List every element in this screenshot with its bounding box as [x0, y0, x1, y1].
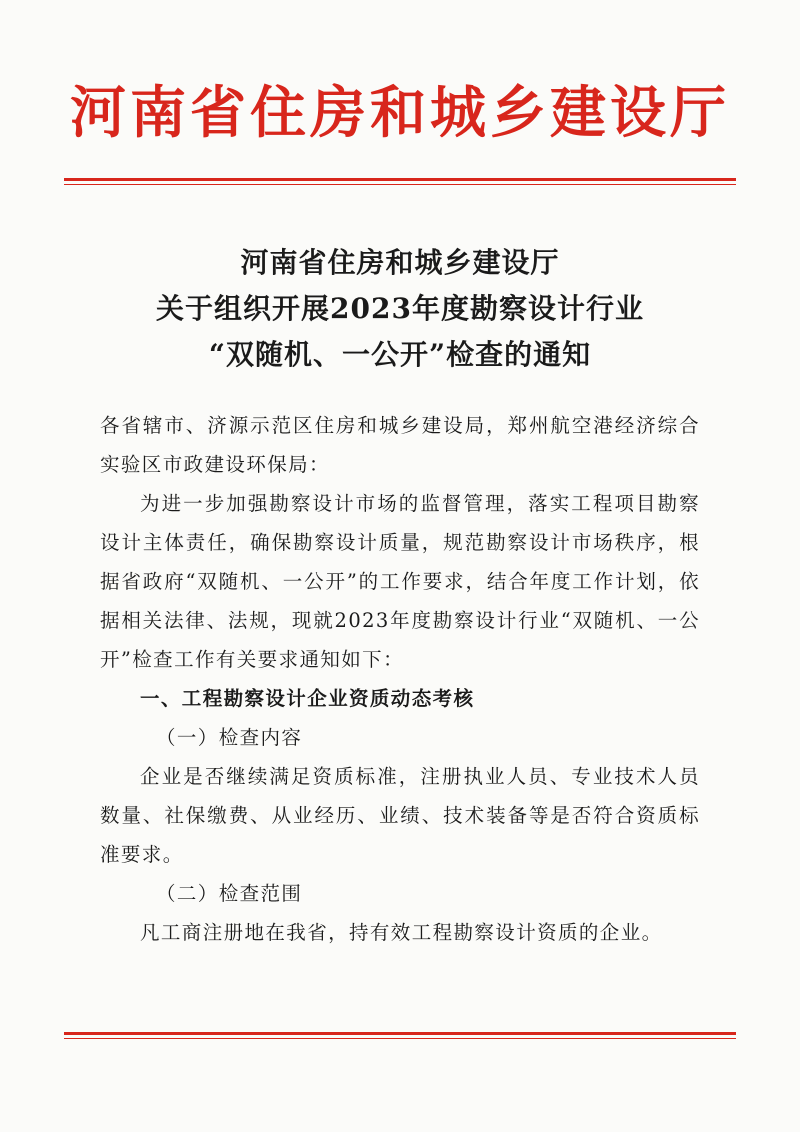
document-title [0, 240, 800, 378]
subsection-text: 企业是否继续满足资质标准，注册执业人员、专业技术人员数量、社保缴费、从业经历、业绩、技术装备等是否符合资质标准要求。 [100, 765, 700, 866]
subsection-heading: （一）检查内容 [156, 726, 303, 749]
addressee: 各省辖市、济源示范区住房和城乡建设局，郑州航空港经济综合实验区市政建设环保局： [100, 414, 700, 476]
title-line-1: 河南省住房和城乡建设厅 [240, 246, 560, 279]
footer-red-rule [64, 1032, 736, 1039]
intro-paragraph: 为进一步加强勘察设计市场的监督管理，落实工程项目勘察设计主体责任，确保勘察设计质量，规范勘察设计市场秩序，根据省政府“双随机、一公开”的工作要求，结合年度工作计划，依据相关法律、法规，现就2023年度勘察设计行业“双随机、一公开”检查工作有关要求通知如下： [100, 492, 700, 671]
subsection-heading: （二）检查范围 [156, 882, 303, 905]
title-line-3: “双随机、一公开”检查的通知 [208, 338, 592, 371]
section-heading: 一、工程勘察设计企业资质动态考核 [140, 687, 475, 710]
letterhead-red-rule [64, 178, 736, 185]
letterhead-org-name: 河南省住房和城乡建设厅 [70, 80, 730, 146]
title-line-2: 关于组织开展2023年度勘察设计行业 [156, 292, 644, 325]
subsection-text: 凡工商注册地在我省，持有效工程勘察设计资质的企业。 [140, 921, 663, 944]
document-body [100, 406, 700, 952]
